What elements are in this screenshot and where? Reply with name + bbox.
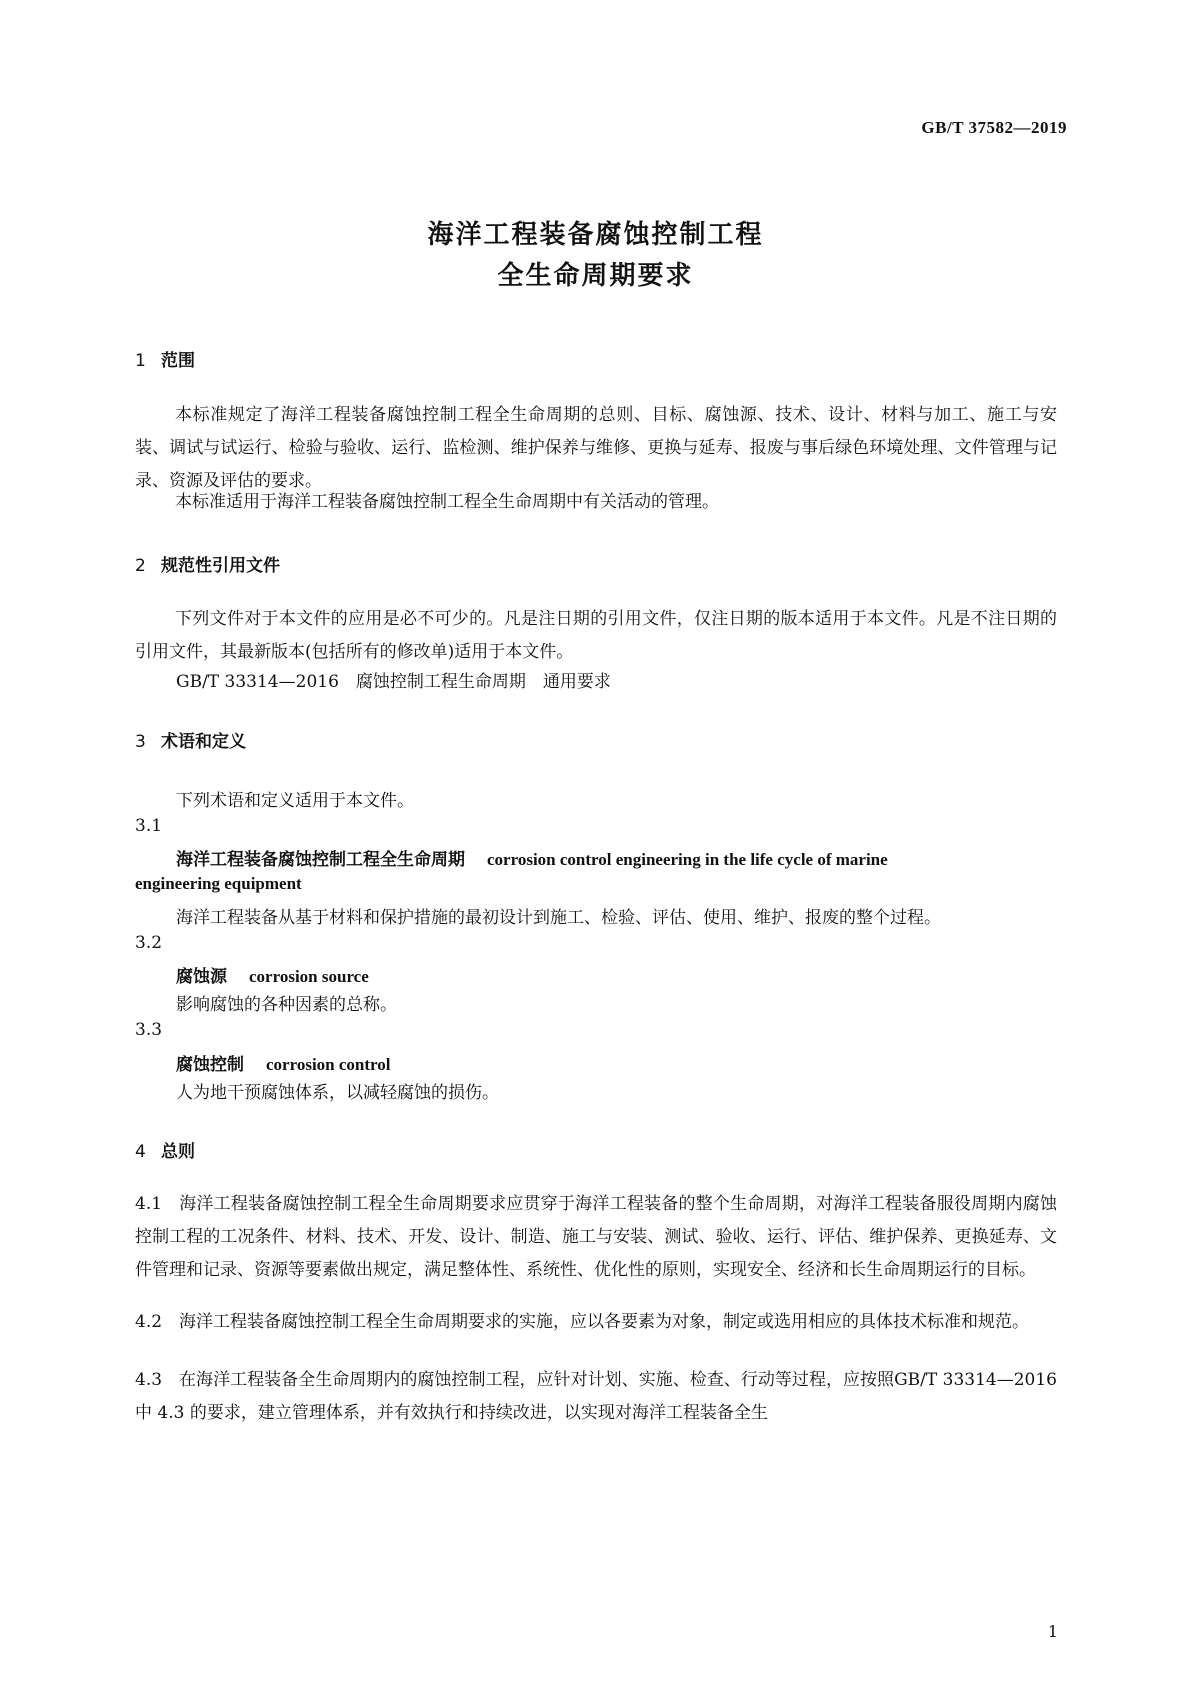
clause-text: 在海洋工程装备全生命周期内的腐蚀控制工程，应针对计划、实施、检查、行动等过程，应按照GB/T 33314—2016 中 4.3 的要求，建立管理体系，并有效执行和持续改进，以实现对海洋工程装备全生 (135, 1370, 1057, 1423)
term-zh: 腐蚀源 (176, 967, 227, 987)
term-entry (176, 962, 369, 987)
term-definition: 海洋工程装备从基于材料和保护措施的最初设计到施工、检验、评估、使用、维护、报废的整个过程。 (176, 908, 941, 928)
clause-text: 海洋工程装备腐蚀控制工程全生命周期要求的实施，应以各要素为对象，制定或选用相应的具体技术标准和规范。 (179, 1312, 1029, 1332)
term-number: 3.1 (135, 816, 163, 836)
section-number: 4 (135, 1142, 146, 1162)
term-en: corrosion control engineering in the life cycle of marine (487, 850, 888, 869)
section-4-heading (135, 1137, 195, 1162)
clause-4-3 (135, 1364, 1057, 1430)
section-1-paragraph-1: 本标准规定了海洋工程装备腐蚀控制工程全生命周期的总则、目标、腐蚀源、技术、设计、材料与加工、施工与安装、调试与试运行、检验与验收、运行、监检测、维护保养与维修、更换与延寿、报废与事后绿色环境处理、文件管理与记录、资源及评估的要求。 (135, 405, 1057, 491)
clause-text: 海洋工程装备腐蚀控制工程全生命周期要求应贯穿于海洋工程装备的整个生命周期，对海洋工程装备服役周期内腐蚀控制工程的工况条件、材料、技术、开发、设计、制造、施工与安装、测试、验收、运行、评估、维护保养、更换延寿、文件管理和记录、资源等要素做出规定，满足整体性、系统性、优化性的原则，实现安全、经济和长生命周期运行的目标。 (135, 1194, 1057, 1280)
term-entry (176, 1050, 391, 1075)
section-title: 规范性引用文件 (161, 556, 280, 576)
term-en: corrosion control (266, 1055, 391, 1074)
clause-number: 4.1 (135, 1194, 163, 1214)
term-definition: 人为地干预腐蚀体系，以减轻腐蚀的损伤。 (176, 1083, 499, 1103)
section-3-heading (135, 727, 246, 752)
section-1-heading (135, 346, 195, 371)
term-zh: 海洋工程装备腐蚀控制工程全生命周期 (176, 850, 465, 870)
section-2-heading (135, 551, 280, 576)
term-en-continued: engineering equipment (135, 874, 302, 893)
term-en: corrosion source (249, 967, 369, 986)
term-zh: 腐蚀控制 (176, 1055, 244, 1075)
term-entry (176, 845, 888, 870)
section-number: 2 (135, 556, 146, 576)
normative-reference: GB/T 33314—2016 腐蚀控制工程生命周期 通用要求 (176, 672, 611, 692)
clause-4-2 (135, 1306, 1057, 1339)
clause-number: 4.2 (135, 1312, 163, 1332)
term-number: 3.2 (135, 933, 163, 953)
section-1-paragraph-2: 本标准适用于海洋工程装备腐蚀控制工程全生命周期中有关活动的管理。 (175, 492, 719, 512)
page-number: 1 (1047, 1622, 1058, 1641)
clause-number: 4.3 (135, 1370, 163, 1390)
section-title: 总则 (161, 1142, 195, 1162)
section-number: 3 (135, 732, 146, 752)
term-definition: 影响腐蚀的各种因素的总称。 (176, 995, 397, 1015)
term-number: 3.3 (135, 1020, 163, 1040)
section-2-paragraph-1: 下列文件对于本文件的应用是必不可少的。凡是注日期的引用文件，仅注日期的版本适用于本文件。凡是不注日期的引用文件，其最新版本(包括所有的修改单)适用于本文件。 (135, 609, 1057, 662)
document-title-line1: 海洋工程装备腐蚀控制工程 (427, 220, 764, 250)
document-title-line2: 全生命周期要求 (497, 261, 694, 291)
clause-4-1 (135, 1188, 1057, 1287)
section-title: 范围 (161, 351, 195, 371)
section-3-intro: 下列术语和定义适用于本文件。 (176, 791, 414, 811)
section-title: 术语和定义 (161, 732, 246, 752)
section-number: 1 (135, 351, 146, 371)
standard-number: GB/T 37582—2019 (921, 118, 1067, 137)
